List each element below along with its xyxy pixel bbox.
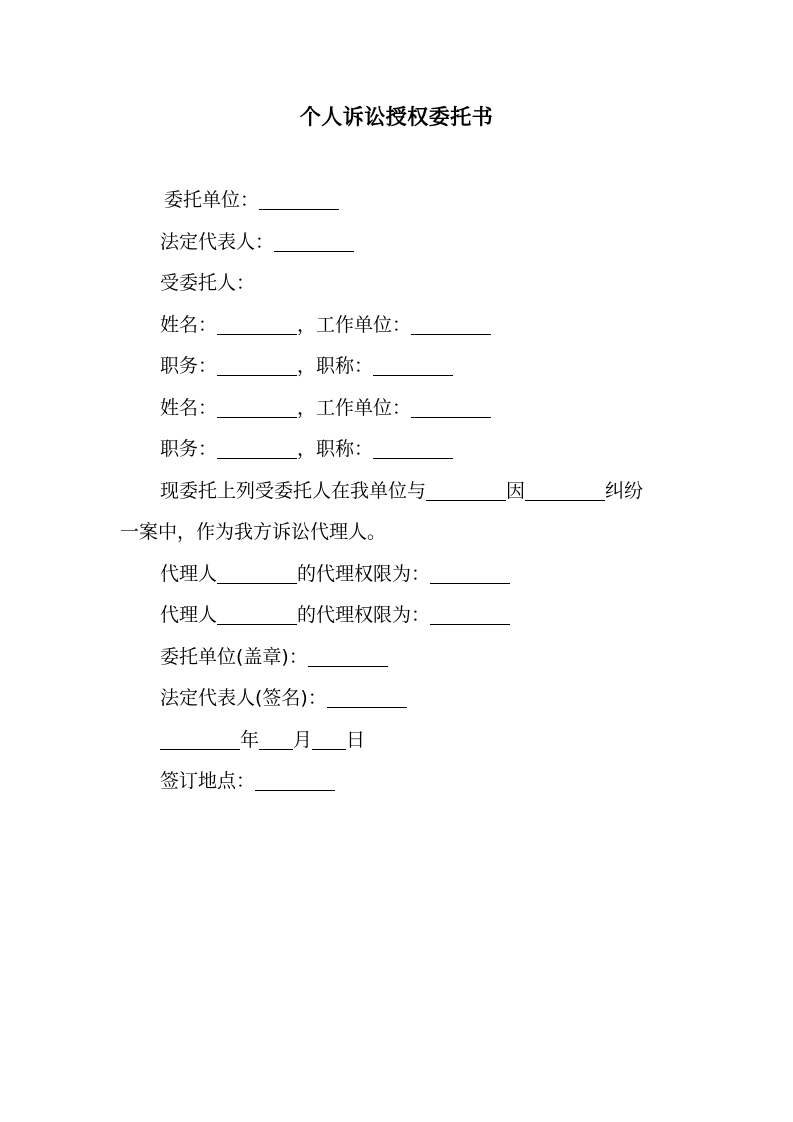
month-blank[interactable] xyxy=(259,730,293,750)
agent-1-authority-name-blank[interactable] xyxy=(217,564,297,584)
agent-1-position-line xyxy=(120,346,680,388)
agent-1-position-label: 职务： xyxy=(160,355,218,377)
sign-place-blank[interactable] xyxy=(255,771,335,791)
agent-1-job-title-blank[interactable] xyxy=(373,356,453,376)
client-unit-label: 委托单位： xyxy=(164,189,260,211)
legal-rep-label: 法定代表人： xyxy=(160,230,275,253)
sign-place-label: 签订地点： xyxy=(160,770,256,792)
agent-1-work-unit-blank[interactable] xyxy=(411,315,491,335)
month-label: 月 xyxy=(293,728,313,751)
client-unit-blank[interactable] xyxy=(259,190,339,210)
entrust-pre-text: 现委托上列受委托人在我单位与 xyxy=(160,479,427,502)
agent-1-authority-agent-label: 代理人 xyxy=(160,562,218,585)
agent-1-work-unit-label: ，工作单位： xyxy=(297,313,412,336)
document-body xyxy=(120,180,680,803)
legal-rep-sign-line xyxy=(120,678,680,720)
legal-rep-sign-label: 法定代表人(签名)： xyxy=(160,687,327,709)
entrust-cont-text: 一案中，作为我方诉讼代理人。 xyxy=(120,521,387,543)
year-blank[interactable] xyxy=(160,730,240,750)
agent-2-authority-name-blank[interactable] xyxy=(217,605,297,625)
entrust-dispute-text: 纠纷 xyxy=(605,479,644,502)
legal-rep-blank[interactable] xyxy=(274,232,354,252)
agent-2-position-label: 职务： xyxy=(160,438,218,460)
agent-2-authority-blank[interactable] xyxy=(430,605,510,625)
day-blank[interactable] xyxy=(312,730,346,750)
client-seal-label: 委托单位(盖章)： xyxy=(160,645,308,668)
agent-2-name-line xyxy=(120,388,680,430)
dispute-reason-blank[interactable] xyxy=(525,481,605,501)
agent-header-line xyxy=(120,263,680,305)
day-label: 日 xyxy=(346,728,366,751)
agent-2-name-blank[interactable] xyxy=(217,398,297,418)
entrust-line xyxy=(120,471,680,513)
agent-2-authority-label: 的代理权限为： xyxy=(297,604,431,626)
sign-place-line xyxy=(120,761,680,803)
client-seal-line xyxy=(120,637,680,679)
agent-2-authority-agent-label: 代理人 xyxy=(160,604,218,626)
agent-header-label: 受委托人： xyxy=(160,272,256,294)
year-label: 年 xyxy=(240,728,260,751)
legal-rep-line xyxy=(120,222,680,264)
client-seal-blank[interactable] xyxy=(308,647,388,667)
agent-1-job-title-label: ，职称： xyxy=(297,355,374,377)
entrust-cont-line xyxy=(120,512,680,554)
agent-2-position-blank[interactable] xyxy=(217,439,297,459)
agent-2-work-unit-label: ，工作单位： xyxy=(297,396,412,419)
agent-1-name-label: 姓名： xyxy=(160,313,218,336)
client-unit-line xyxy=(120,180,680,222)
agent-2-work-unit-blank[interactable] xyxy=(411,398,491,418)
agent-2-job-title-label: ，职称： xyxy=(297,438,374,460)
agent-1-authority-label: 的代理权限为： xyxy=(297,562,431,585)
agent-1-position-blank[interactable] xyxy=(217,356,297,376)
agent-1-name-blank[interactable] xyxy=(217,315,297,335)
agent-1-authority-line xyxy=(120,554,680,596)
agent-2-name-label: 姓名： xyxy=(160,396,218,419)
entrust-because-text: 因 xyxy=(506,479,526,502)
agent-1-authority-blank[interactable] xyxy=(430,564,510,584)
date-line xyxy=(120,720,680,762)
document-title: 个人诉讼授权委托书 xyxy=(299,105,494,129)
opposing-party-blank[interactable] xyxy=(426,481,506,501)
agent-2-authority-line xyxy=(120,595,680,637)
agent-2-position-line xyxy=(120,429,680,471)
agent-1-name-line xyxy=(120,305,680,347)
agent-2-job-title-blank[interactable] xyxy=(373,439,453,459)
legal-rep-sign-blank[interactable] xyxy=(327,688,407,708)
